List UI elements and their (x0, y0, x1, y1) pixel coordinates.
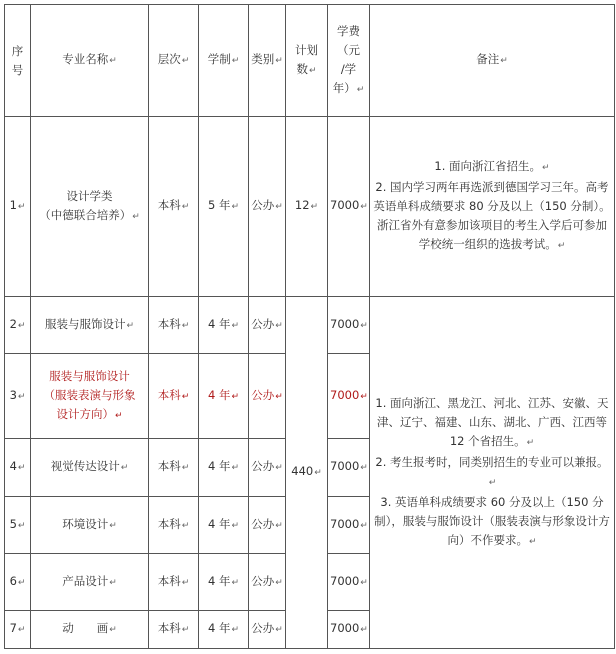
notes-cell: 1. 面向浙江省招生。↵ 2. 国内学习两年再选派到德国学习三年。高考英语单科成绩要求 80 分及以上（150 分制）。浙江省外有意参加该项目的考生入学后可参加学校统一组织的选拔考试。↵ (370, 117, 615, 297)
plan-group-cell: 440↵ (286, 297, 328, 649)
enrollment-table (4, 4, 615, 649)
row-major: 产品设计↵ (31, 554, 149, 611)
row-major: 服装与服饰设计↵ (31, 297, 149, 354)
row-major: 视觉传达设计↵ (31, 439, 149, 497)
row-duration: 4 年↵ (199, 297, 249, 354)
row-level: 本科↵ (149, 439, 199, 497)
row-level: 本科↵ (149, 117, 199, 297)
row-fee: 7000↵ (328, 297, 370, 354)
row-fee: 7000↵ (328, 439, 370, 497)
header-plan: 计划 数↵ (286, 5, 328, 117)
row-index: 3↵ (5, 354, 31, 439)
row-plan: 12↵ (286, 117, 328, 297)
row-major: 服装与服饰设计 （服装表演与形象 设计方向）↵ (31, 354, 149, 439)
row-major: 环境设计↵ (31, 497, 149, 554)
row-duration: 4 年↵ (199, 439, 249, 497)
row-category: 公办↵ (249, 611, 286, 649)
row-major: 动 画↵ (31, 611, 149, 649)
row-fee: 7000↵ (328, 354, 370, 439)
row-category: 公办↵ (249, 354, 286, 439)
header-row (5, 5, 615, 117)
table-row (5, 117, 615, 297)
row-index: 2↵ (5, 297, 31, 354)
row-duration: 4 年↵ (199, 554, 249, 611)
header-category: 类别↵ (249, 5, 286, 117)
header-major: 专业名称↵ (31, 5, 149, 117)
row-duration: 5 年↵ (199, 117, 249, 297)
row-duration: 4 年↵ (199, 354, 249, 439)
row-major: 设计学类 （中德联合培养）↵ (31, 117, 149, 297)
row-level: 本科↵ (149, 497, 199, 554)
header-level: 层次↵ (149, 5, 199, 117)
row-index: 1↵ (5, 117, 31, 297)
header-index: 序号 (5, 5, 31, 117)
row-category: 公办↵ (249, 497, 286, 554)
row-category: 公办↵ (249, 297, 286, 354)
row-level: 本科↵ (149, 354, 199, 439)
table-row (5, 297, 615, 354)
row-fee: 7000↵ (328, 497, 370, 554)
row-fee: 7000↵ (328, 117, 370, 297)
header-duration: 学制↵ (199, 5, 249, 117)
row-index: 6↵ (5, 554, 31, 611)
row-fee: 7000↵ (328, 554, 370, 611)
row-category: 公办↵ (249, 439, 286, 497)
row-duration: 4 年↵ (199, 497, 249, 554)
notes-group-cell: 1. 面向浙江、黑龙江、河北、江苏、安徽、天津、辽宁、福建、山东、湖北、广西、江西等 12 个省招生。↵ 2. 考生报考时，同类别招生的专业可以兼报。↵ 3. 英语单科成绩要求 60 分及以上（150 分制），服装与服饰设计（服装表演与形象设计方向）不作要求。↵ (370, 297, 615, 649)
row-duration: 4 年↵ (199, 611, 249, 649)
row-category: 公办↵ (249, 554, 286, 611)
row-level: 本科↵ (149, 611, 199, 649)
row-level: 本科↵ (149, 554, 199, 611)
row-index: 4↵ (5, 439, 31, 497)
row-fee: 7000↵ (328, 611, 370, 649)
header-fee: 学费 （元 /学 年）↵ (328, 5, 370, 117)
row-index: 5↵ (5, 497, 31, 554)
row-index: 7↵ (5, 611, 31, 649)
row-category: 公办↵ (249, 117, 286, 297)
row-level: 本科↵ (149, 297, 199, 354)
header-notes: 备注↵ (370, 5, 615, 117)
